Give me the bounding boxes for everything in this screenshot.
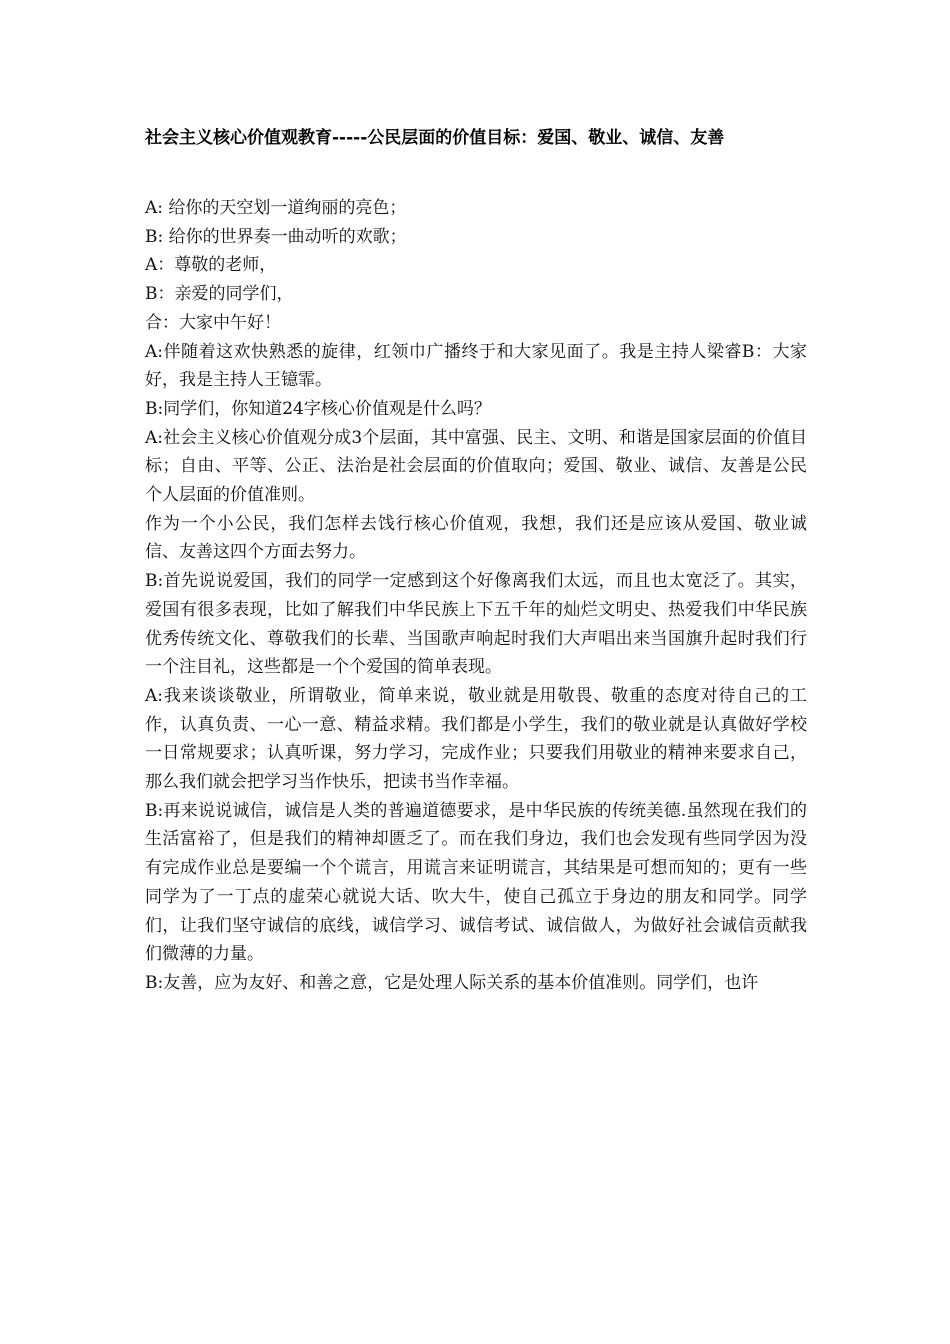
paragraph: A:我来谈谈敬业，所谓敬业，简单来说，敬业就是用敬畏、敬重的态度对待自己的工作，认真负责、一心一意、精益求精。我们都是小学生，我们的敬业就是认真做好学校一日常规要求；认真听课，努力学习，完成作业；只要我们用敬业的精神来要求自己，那么我们就会把学习当作快乐，把读书当作幸福。	[145, 685, 807, 793]
paragraph: B:再来说说诚信，诚信是人类的普遍道德要求，是中华民族的传统美德.虽然现在我们的生活富裕了，但是我们的精神却匮乏了。而在我们身边，我们也会发现有些同学因为没有完成作业总是要编一个个谎言，用谎言来证明谎言，其结果是可想而知的；更有一些同学为了一丁点的虚荣心就说大话、吹大牛，使自己孤立于身边的朋友和同学。同学们，让我们坚守诚信的底线，诚信学习、诚信考试、诚信做人，为做好社会诚信贡献我们微薄的力量。	[145, 800, 807, 965]
paragraph: B:首先说说爱国，我们的同学一定感到这个好像离我们太远，而且也太宽泛了。其实，爱国有很多表现，比如了解我们中华民族上下五千年的灿烂文明史、热爱我们中华民族优秀传统文化、尊敬我们的长辈、当国歌声响起时我们大声唱出来当国旗升起时我们行一个注目礼，这些都是一个个爱国的简单表现。	[145, 571, 807, 678]
paragraph: B:友善，应为友好、和善之意，它是处理人际关系的基本价值准则。同学们，也许	[145, 972, 759, 993]
paragraph: A:社会主义核心价值观分成3个层面，其中富强、民主、文明、和谐是国家层面的价值目标；自由、平等、公正、法治是社会层面的价值取向；爱国、敬业、诚信、友善是公民个人层面的价值准则。	[145, 427, 807, 506]
document-title: 社会主义核心价值观教育-----公民层面的价值目标：爱国、敬业、诚信、友善	[145, 128, 725, 148]
paragraph: 作为一个小公民，我们怎样去饯行核心价值观，我想，我们还是应该从爱国、敬业诚信、友善这四个方面去努力。	[145, 513, 807, 563]
paragraph: B:同学们，你知道24字核心价值观是什么吗？	[145, 398, 491, 419]
paragraph: B: 给你的世界奏一曲动听的欢歌；	[145, 226, 407, 247]
paragraph: A: 给你的天空划一道绚丽的亮色；	[145, 198, 407, 218]
paragraph: 合：大家中午好！	[145, 312, 281, 333]
paragraph: A:伴随着这欢快熟悉的旋律，红领巾广播终于和大家见面了。我是主持人梁睿B：大家好，我是主持人王镱霏。	[145, 341, 807, 391]
document-body	[145, 194, 807, 998]
paragraph: B：亲爱的同学们，	[145, 284, 294, 305]
paragraph: A：尊敬的老师，	[145, 255, 277, 276]
